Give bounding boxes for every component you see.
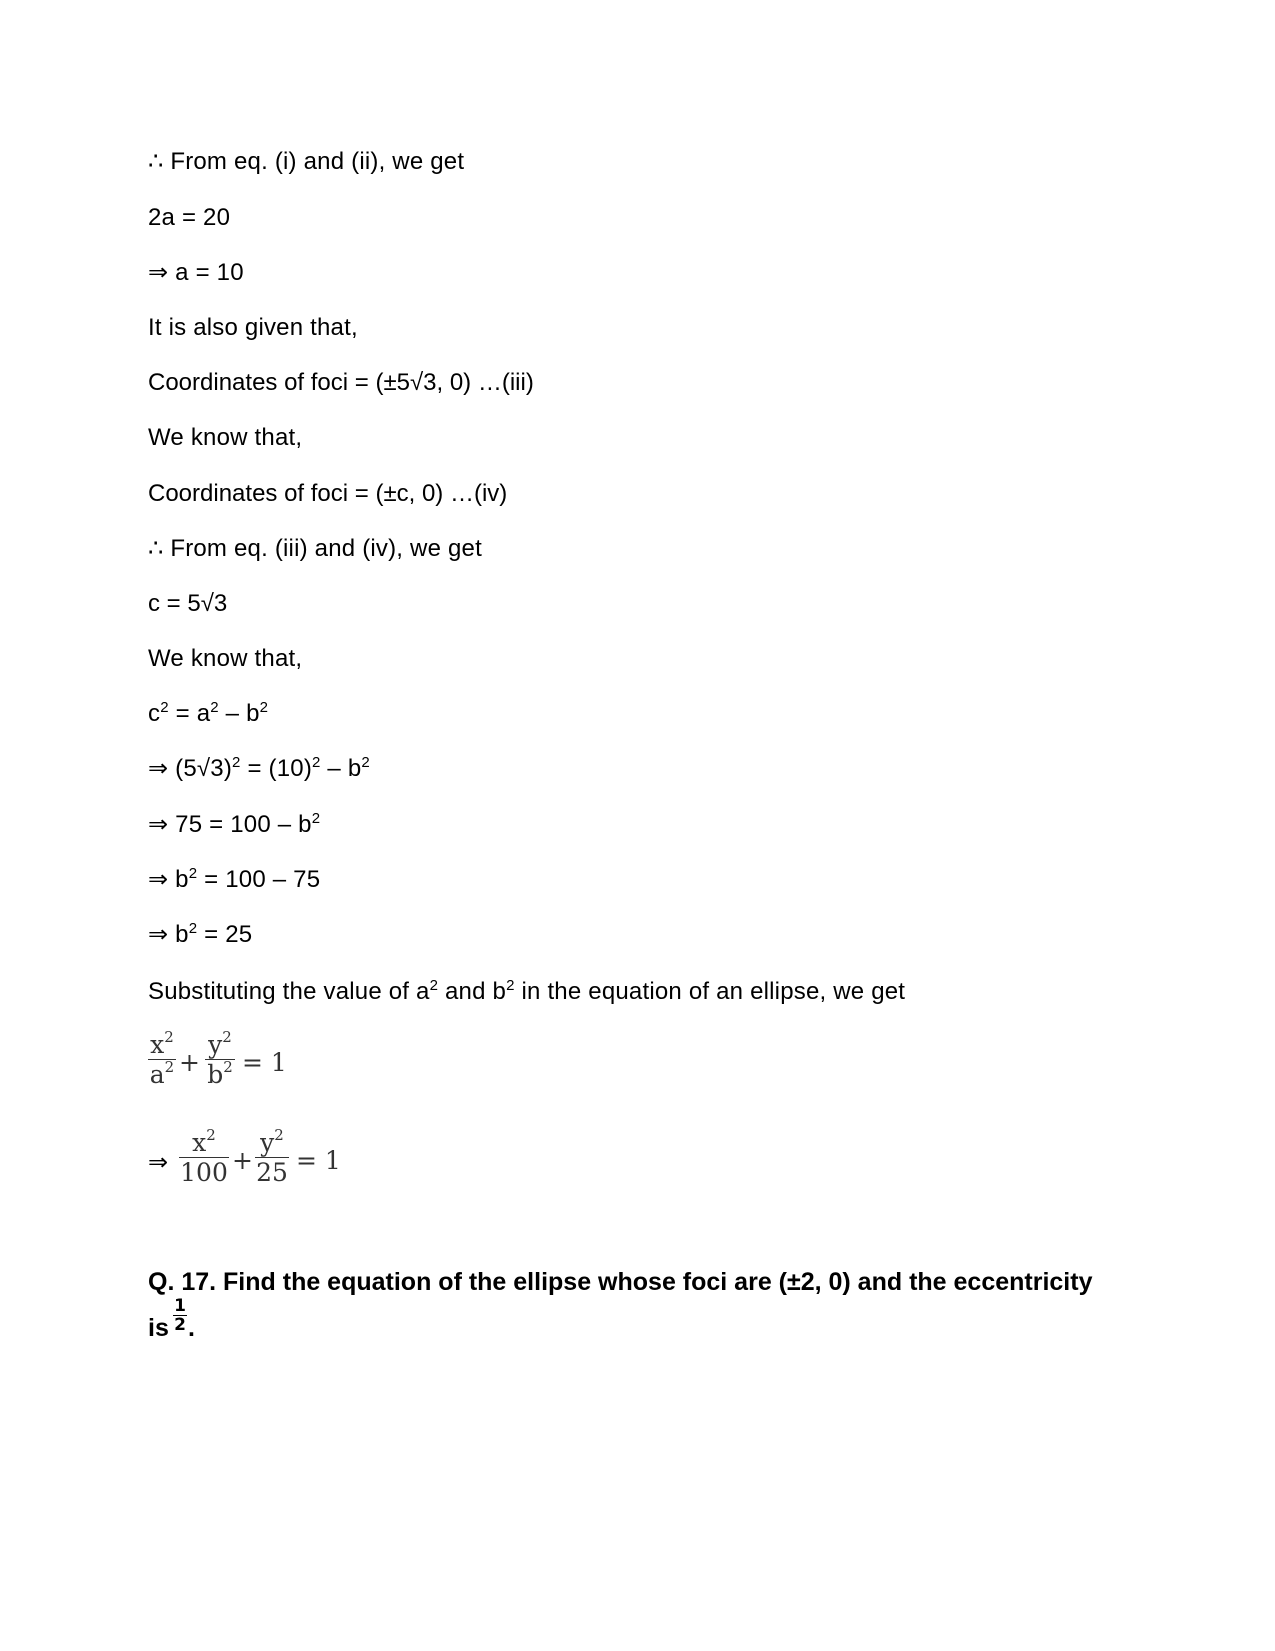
- ellipse-equation-result: [148, 1128, 368, 1198]
- frac4-num-exp: 2: [274, 1126, 284, 1144]
- implies-arrow: ⇒: [148, 1149, 169, 1176]
- eq-c2-exp-2: 2: [210, 699, 219, 716]
- subst-exp-2: 2: [506, 977, 515, 994]
- text-line-therefore-2: ∴ From eq. (iii) and (iv), we get: [148, 535, 482, 562]
- eccentricity-numerator: 1: [174, 1296, 186, 1316]
- eccentricity-denominator: 2: [174, 1315, 186, 1335]
- equation-c-squared: [148, 699, 268, 729]
- eq-c2-c: – b: [218, 700, 260, 727]
- eq-75-exp: 2: [311, 810, 321, 827]
- fraction-y-over-25: [255, 1128, 289, 1187]
- subst-exp-1: 2: [429, 977, 439, 994]
- frac3-num-exp: 2: [206, 1126, 216, 1144]
- eq-sub-post: – b: [320, 755, 362, 782]
- eq-sub-exp-1: 2: [232, 754, 241, 771]
- eq-b2a-post: = 100 – 75: [197, 866, 321, 893]
- equals-one: = 1: [242, 1048, 287, 1077]
- equation-75: [148, 810, 320, 840]
- question-17-line1: Q. 17. Find the equation of the ellipse whose foci are (±2, 0) and the eccentricity: [148, 1268, 1093, 1296]
- eq-sub-pre: ⇒ (5√3): [148, 755, 233, 782]
- frac1-den-exp: 2: [164, 1058, 175, 1076]
- frac3-num: x: [192, 1128, 207, 1157]
- ellipse-equation-general: [148, 1030, 308, 1100]
- text-line-substituting: [148, 977, 905, 1007]
- question-17-line2: [148, 1313, 169, 1343]
- frac2-num: y: [208, 1030, 223, 1059]
- text-line-also-given: It is also given that,: [148, 314, 358, 341]
- frac1-den: a: [149, 1060, 165, 1089]
- eq-sub-mid: = (10): [240, 755, 313, 782]
- question-period: .: [188, 1314, 195, 1342]
- eq-b2b-exp: 2: [188, 920, 198, 937]
- eq-b2a-exp: 2: [188, 865, 198, 882]
- frac3-den: 100: [180, 1158, 228, 1187]
- fraction-x-over-100: [179, 1128, 229, 1187]
- eq-sub-exp-2: 2: [312, 754, 321, 771]
- text-line-therefore-1: ∴ From eq. (i) and (ii), we get: [148, 148, 465, 175]
- text-line-foci-iii: Coordinates of foci = (±5√3, 0) …(iii): [148, 369, 534, 396]
- fraction-x-over-a: [148, 1030, 176, 1089]
- eq-sub-exp-3: 2: [361, 754, 370, 771]
- eq-c2-b: = a: [168, 700, 211, 727]
- eq-c2-exp-1: 2: [160, 699, 169, 716]
- fraction-y-over-b: [205, 1030, 235, 1089]
- eq-75-pre: ⇒ 75 = 100 – b: [148, 811, 312, 838]
- frac4-num: y: [260, 1128, 275, 1157]
- frac1-num-exp: 2: [164, 1028, 174, 1046]
- eq-b2b-pre: ⇒ b: [148, 921, 189, 948]
- plus-sign: +: [232, 1146, 253, 1175]
- text-line-2a: 2a = 20: [148, 204, 231, 231]
- text-line-we-know-2: We know that,: [148, 645, 303, 672]
- plus-sign: +: [179, 1048, 200, 1077]
- eq-c2-a: c: [148, 700, 161, 727]
- eccentricity-fraction: [173, 1297, 187, 1334]
- text-line-c-value: c = 5√3: [148, 590, 228, 617]
- frac2-num-exp: 2: [222, 1028, 232, 1046]
- frac2-den: b: [207, 1060, 224, 1089]
- eq-b2a-pre: ⇒ b: [148, 866, 189, 893]
- frac1-num: x: [150, 1030, 165, 1059]
- subst-part1: Substituting the value of a: [148, 978, 430, 1005]
- eq-b2b-post: = 25: [197, 921, 253, 948]
- equation-b2-value: [148, 920, 252, 950]
- question-is: is: [148, 1314, 169, 1342]
- text-line-we-know-1: We know that,: [148, 424, 303, 451]
- equation-b2-subtract: [148, 865, 320, 895]
- eq-c2-exp-3: 2: [259, 699, 269, 716]
- frac2-den-exp: 2: [223, 1058, 233, 1076]
- frac4-den: 25: [256, 1158, 288, 1187]
- text-line-a-equals: ⇒ a = 10: [148, 259, 244, 286]
- equals-one: = 1: [296, 1146, 341, 1175]
- subst-part2: and b: [438, 978, 507, 1005]
- text-line-foci-iv: Coordinates of foci = (±c, 0) …(iv): [148, 480, 508, 507]
- equation-substitute: [148, 754, 370, 784]
- subst-part3: in the equation of an ellipse, we get: [514, 978, 906, 1005]
